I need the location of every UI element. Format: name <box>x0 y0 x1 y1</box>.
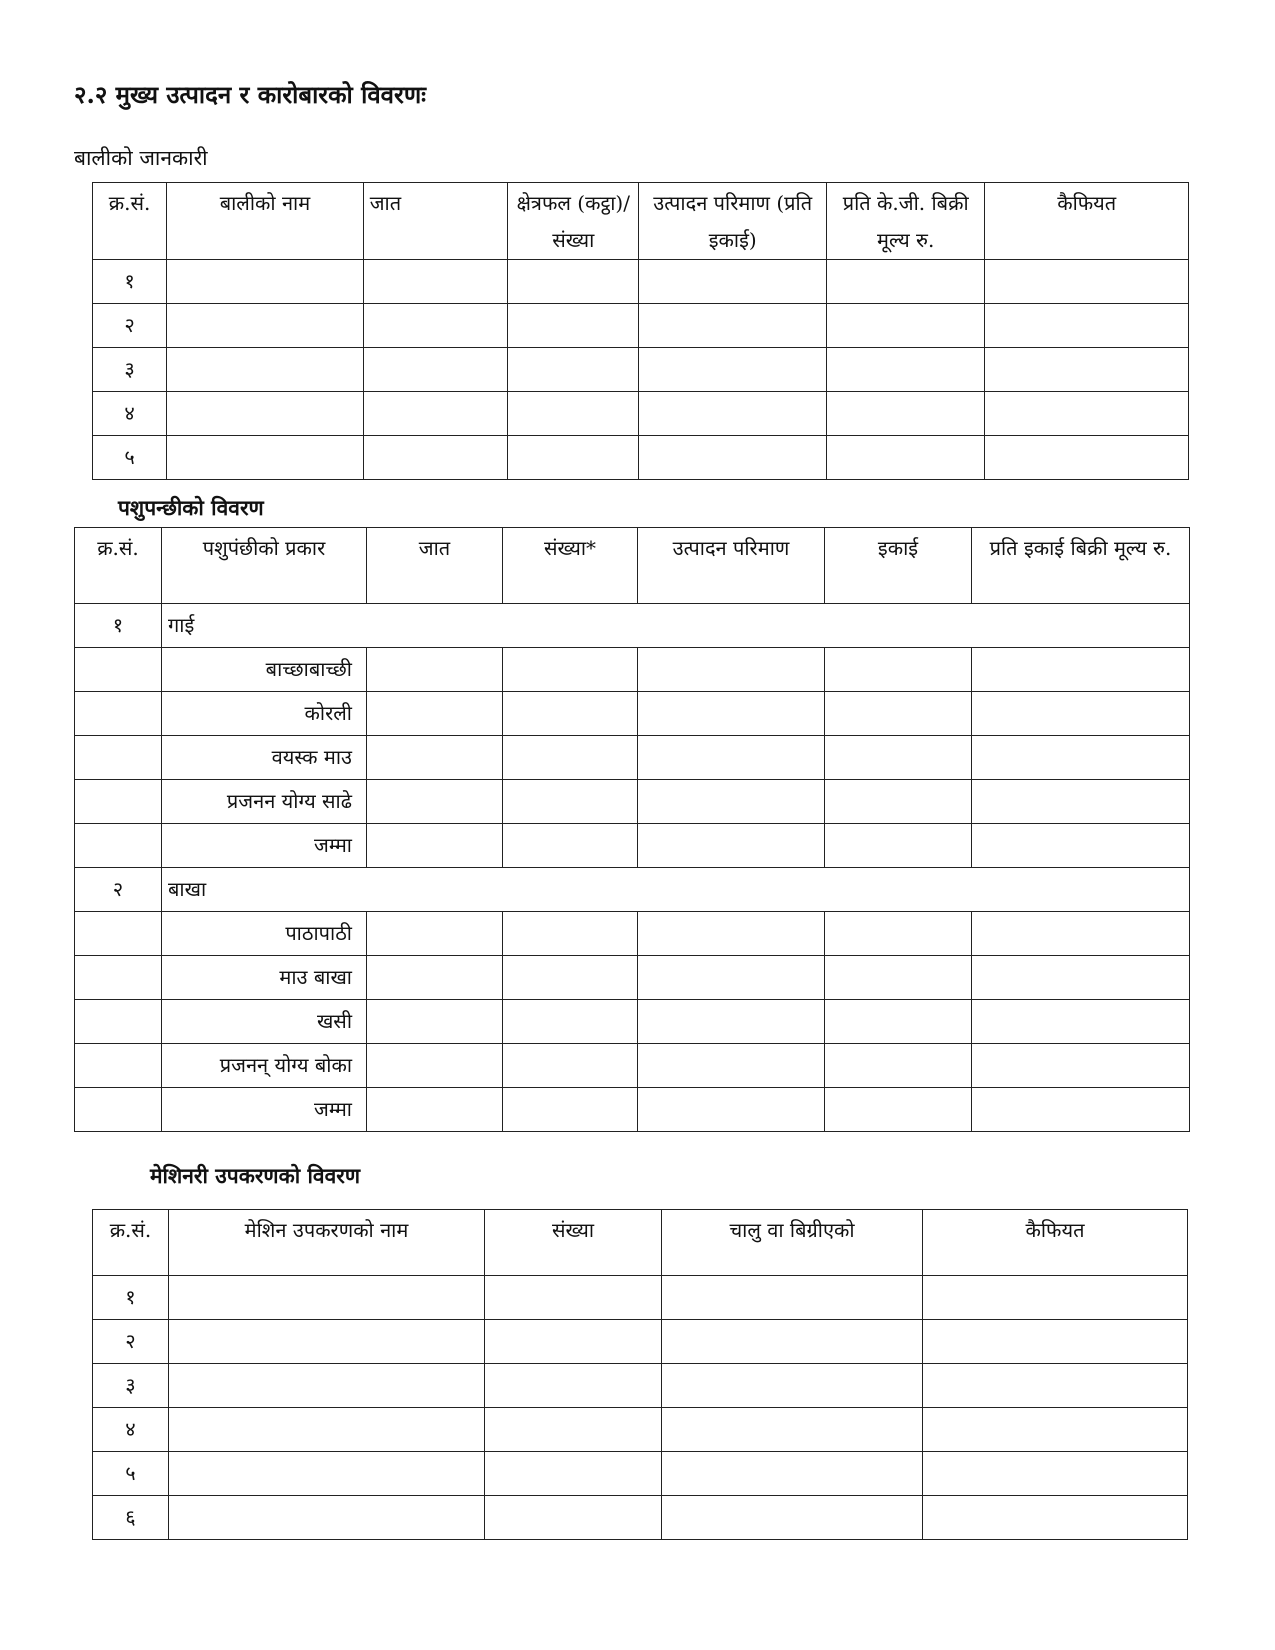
machinery-cell[interactable] <box>662 1364 923 1408</box>
crops-cell[interactable] <box>985 436 1189 480</box>
livestock-col-production: उत्पादन परिमाण <box>638 528 825 604</box>
table-row <box>93 1496 1188 1540</box>
machinery-cell[interactable] <box>485 1320 662 1364</box>
crops-row-sn: १ <box>93 260 167 304</box>
crops-heading: बालीको जानकारी <box>74 146 208 170</box>
sn-cell <box>75 780 162 824</box>
sn-cell <box>75 648 162 692</box>
livestock-cell[interactable] <box>825 692 972 736</box>
item-name: जम्मा <box>162 824 367 868</box>
machinery-row-sn: २ <box>93 1320 169 1364</box>
livestock-cell[interactable] <box>825 824 972 868</box>
crops-col-name: बालीको नाम <box>167 183 364 260</box>
livestock-cell[interactable] <box>972 824 1190 868</box>
machinery-cell[interactable] <box>485 1452 662 1496</box>
crops-col-production: उत्पादन परिमाण (प्रति इकाई) <box>639 183 827 260</box>
crops-col-variety: जात <box>363 183 507 260</box>
crops-cell[interactable] <box>985 348 1189 392</box>
page-title: २.२ मुख्य उत्पादन र कारोबारको विवरणः <box>74 80 427 109</box>
livestock-cell[interactable] <box>367 956 503 1000</box>
livestock-col-price: प्रति इकाई बिक्री मूल्य रु. <box>972 528 1190 604</box>
machinery-col-name: मेशिन उपकरणको नाम <box>169 1210 485 1276</box>
machinery-col-sn: क्र.सं. <box>93 1210 169 1276</box>
table-row <box>75 1000 1190 1044</box>
livestock-cell[interactable] <box>972 692 1190 736</box>
livestock-cell[interactable] <box>972 1088 1190 1132</box>
machinery-cell[interactable] <box>662 1320 923 1364</box>
livestock-cell[interactable] <box>503 912 638 956</box>
machinery-cell[interactable] <box>169 1408 485 1452</box>
item-name: पाठापाठी <box>162 912 367 956</box>
machinery-col-count: संख्या <box>485 1210 662 1276</box>
livestock-cell[interactable] <box>972 912 1190 956</box>
crops-cell[interactable] <box>167 304 364 348</box>
livestock-cell[interactable] <box>367 736 503 780</box>
machinery-row-sn: ६ <box>93 1496 169 1540</box>
sn-cell <box>75 692 162 736</box>
livestock-table <box>74 527 1190 1132</box>
livestock-cell[interactable] <box>638 912 825 956</box>
livestock-cell[interactable] <box>503 692 638 736</box>
machinery-cell[interactable] <box>169 1496 485 1540</box>
crops-row-sn: २ <box>93 304 167 348</box>
table-row <box>75 1088 1190 1132</box>
livestock-cell[interactable] <box>503 824 638 868</box>
item-name: कोरली <box>162 692 367 736</box>
machinery-cell[interactable] <box>923 1408 1188 1452</box>
livestock-cell[interactable] <box>638 956 825 1000</box>
sn-cell <box>75 736 162 780</box>
crops-cell[interactable] <box>985 304 1189 348</box>
livestock-cell[interactable] <box>638 1044 825 1088</box>
table-row <box>93 348 1189 392</box>
livestock-cell[interactable] <box>367 824 503 868</box>
table-row <box>93 1364 1188 1408</box>
machinery-cell[interactable] <box>169 1452 485 1496</box>
table-row <box>75 956 1190 1000</box>
group-name: बाखा <box>162 868 1190 912</box>
livestock-cell[interactable] <box>972 780 1190 824</box>
machinery-cell[interactable] <box>169 1276 485 1320</box>
crops-cell[interactable] <box>363 304 507 348</box>
machinery-cell[interactable] <box>169 1364 485 1408</box>
table-row <box>93 260 1189 304</box>
livestock-cell[interactable] <box>825 736 972 780</box>
machinery-cell[interactable] <box>485 1496 662 1540</box>
group-sn: २ <box>75 868 162 912</box>
livestock-cell[interactable] <box>972 648 1190 692</box>
machinery-heading: मेशिनरी उपकरणको विवरण <box>150 1163 361 1188</box>
crops-col-price: प्रति के.जी. बिक्री मूल्य रु. <box>826 183 984 260</box>
crops-row-sn: ३ <box>93 348 167 392</box>
livestock-cell[interactable] <box>825 956 972 1000</box>
livestock-cell[interactable] <box>825 648 972 692</box>
crops-cell[interactable] <box>985 392 1189 436</box>
table-row <box>75 736 1190 780</box>
group-row <box>75 604 1190 648</box>
machinery-cell[interactable] <box>485 1408 662 1452</box>
sn-cell <box>75 956 162 1000</box>
livestock-cell[interactable] <box>638 1000 825 1044</box>
machinery-row-sn: ३ <box>93 1364 169 1408</box>
livestock-heading: पशुपन्छीको विवरण <box>118 495 264 520</box>
livestock-cell[interactable] <box>825 1088 972 1132</box>
crops-cell[interactable] <box>639 348 827 392</box>
livestock-cell[interactable] <box>503 956 638 1000</box>
crops-cell[interactable] <box>826 436 984 480</box>
crops-cell[interactable] <box>826 348 984 392</box>
table-row <box>93 436 1189 480</box>
livestock-cell[interactable] <box>367 1044 503 1088</box>
table-row <box>93 1320 1188 1364</box>
machinery-row-sn: ५ <box>93 1452 169 1496</box>
sn-cell <box>75 1000 162 1044</box>
crops-cell[interactable] <box>826 304 984 348</box>
item-name: माउ बाखा <box>162 956 367 1000</box>
machinery-row-sn: १ <box>93 1276 169 1320</box>
livestock-cell[interactable] <box>367 648 503 692</box>
livestock-cell[interactable] <box>503 648 638 692</box>
crops-col-area: क्षेत्रफल (कट्ठा)/संख्या <box>508 183 639 260</box>
table-row <box>75 648 1190 692</box>
livestock-cell[interactable] <box>367 1088 503 1132</box>
livestock-cell[interactable] <box>825 912 972 956</box>
crops-cell[interactable] <box>167 348 364 392</box>
livestock-col-sn: क्र.सं. <box>75 528 162 604</box>
table-row <box>93 304 1189 348</box>
table-row <box>75 912 1190 956</box>
crops-cell[interactable] <box>363 392 507 436</box>
sn-cell <box>75 1088 162 1132</box>
livestock-cell[interactable] <box>638 692 825 736</box>
crops-cell[interactable] <box>639 436 827 480</box>
table-row <box>75 692 1190 736</box>
sn-cell <box>75 912 162 956</box>
livestock-col-count: संख्या* <box>503 528 638 604</box>
sn-cell <box>75 1044 162 1088</box>
table-row <box>75 780 1190 824</box>
livestock-cell[interactable] <box>825 780 972 824</box>
crops-col-remarks: कैफियत <box>985 183 1189 260</box>
livestock-col-unit: इकाई <box>825 528 972 604</box>
livestock-col-type: पशुपंछीको प्रकार <box>162 528 367 604</box>
table-row <box>75 1044 1190 1088</box>
livestock-col-breed: जात <box>367 528 503 604</box>
machinery-cell[interactable] <box>923 1452 1188 1496</box>
livestock-cell[interactable] <box>638 780 825 824</box>
livestock-cell[interactable] <box>638 1088 825 1132</box>
livestock-cell[interactable] <box>638 736 825 780</box>
crops-cell[interactable] <box>363 260 507 304</box>
machinery-col-remarks: कैफियत <box>923 1210 1188 1276</box>
crops-cell[interactable] <box>167 260 364 304</box>
crops-cell[interactable] <box>985 260 1189 304</box>
livestock-cell[interactable] <box>503 736 638 780</box>
item-name: प्रजनन् योग्य बोका <box>162 1044 367 1088</box>
crops-cell[interactable] <box>826 260 984 304</box>
livestock-cell[interactable] <box>367 692 503 736</box>
crops-cell[interactable] <box>167 436 364 480</box>
table-row <box>93 392 1189 436</box>
machinery-cell[interactable] <box>923 1276 1188 1320</box>
livestock-cell[interactable] <box>825 1044 972 1088</box>
machinery-col-status: चालु वा बिग्रीएको <box>662 1210 923 1276</box>
crops-table <box>92 182 1189 480</box>
item-name: खसी <box>162 1000 367 1044</box>
crops-cell[interactable] <box>508 260 639 304</box>
livestock-cell[interactable] <box>503 1088 638 1132</box>
machinery-cell[interactable] <box>662 1408 923 1452</box>
machinery-cell[interactable] <box>923 1496 1188 1540</box>
table-row <box>93 1276 1188 1320</box>
crops-cell[interactable] <box>826 392 984 436</box>
livestock-cell[interactable] <box>638 824 825 868</box>
machinery-table <box>92 1209 1188 1540</box>
machinery-cell[interactable] <box>923 1320 1188 1364</box>
machinery-cell[interactable] <box>662 1496 923 1540</box>
crops-col-sn: क्र.सं. <box>93 183 167 260</box>
crops-cell[interactable] <box>508 304 639 348</box>
livestock-cell[interactable] <box>972 1044 1190 1088</box>
machinery-cell[interactable] <box>485 1276 662 1320</box>
item-name: प्रजनन योग्य साढे <box>162 780 367 824</box>
machinery-cell[interactable] <box>662 1276 923 1320</box>
group-name: गाई <box>162 604 1190 648</box>
table-row <box>75 824 1190 868</box>
crops-cell[interactable] <box>508 348 639 392</box>
crops-cell[interactable] <box>639 260 827 304</box>
machinery-row-sn: ४ <box>93 1408 169 1452</box>
machinery-cell[interactable] <box>923 1364 1188 1408</box>
livestock-cell[interactable] <box>503 1044 638 1088</box>
crops-cell[interactable] <box>363 436 507 480</box>
sn-cell <box>75 824 162 868</box>
machinery-cell[interactable] <box>485 1364 662 1408</box>
livestock-cell[interactable] <box>972 736 1190 780</box>
livestock-cell[interactable] <box>367 912 503 956</box>
crops-row-sn: ४ <box>93 392 167 436</box>
crops-cell[interactable] <box>167 392 364 436</box>
livestock-cell[interactable] <box>503 1000 638 1044</box>
livestock-cell[interactable] <box>503 780 638 824</box>
livestock-cell[interactable] <box>972 956 1190 1000</box>
crops-cell[interactable] <box>508 392 639 436</box>
crops-cell[interactable] <box>639 392 827 436</box>
crops-cell[interactable] <box>639 304 827 348</box>
livestock-cell[interactable] <box>825 1000 972 1044</box>
livestock-cell[interactable] <box>972 1000 1190 1044</box>
table-row <box>93 1452 1188 1496</box>
livestock-cell[interactable] <box>638 648 825 692</box>
livestock-cell[interactable] <box>367 1000 503 1044</box>
table-row <box>93 1408 1188 1452</box>
group-row <box>75 868 1190 912</box>
machinery-cell[interactable] <box>169 1320 485 1364</box>
item-name: जम्मा <box>162 1088 367 1132</box>
item-name: वयस्क माउ <box>162 736 367 780</box>
machinery-cell[interactable] <box>662 1452 923 1496</box>
crops-row-sn: ५ <box>93 436 167 480</box>
crops-cell[interactable] <box>508 436 639 480</box>
crops-cell[interactable] <box>363 348 507 392</box>
group-sn: १ <box>75 604 162 648</box>
item-name: बाच्छाबाच्छी <box>162 648 367 692</box>
livestock-cell[interactable] <box>367 780 503 824</box>
